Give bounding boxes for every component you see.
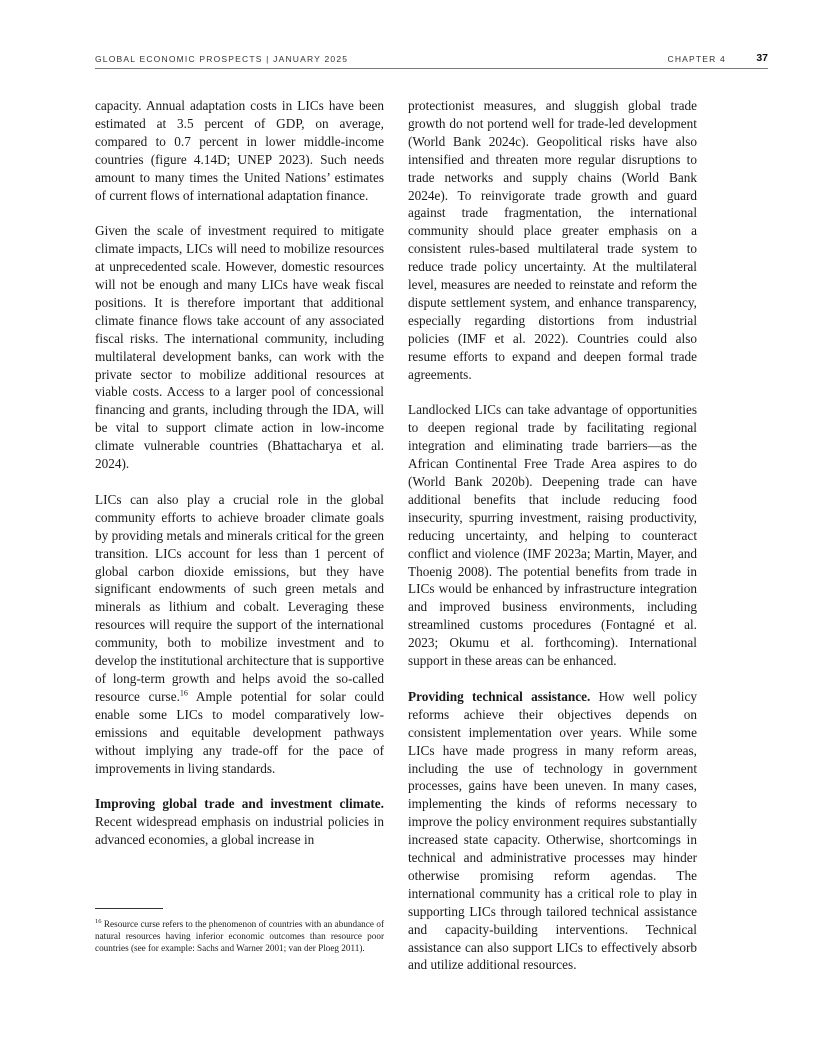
chapter-label: CHAPTER 4 <box>667 54 726 64</box>
paragraph: protectionist measures, and sluggish global trade growth do not portend well for trade-led development (World Bank 2024c). Geopolitical risks have also intensified and threaten more regular disruptions to trade networks and supply chains (World Bank 2024e). To reinvigorate trade growth and guard against trade fragmentation, the international community should place greater emphasis on a consistent rules-based multilateral trade system to reduce trade policy uncertainty. At the multilateral level, measures are needed to reinstate and reform the dispute settlement system, and enhance transparency, especially regarding distortions from industrial policies (IMF et al. 2022). Countries could also resume efforts to expand and deepen formal trade agreements. <box>408 98 697 382</box>
paragraph: capacity. Annual adaptation costs in LICs have been estimated at 3.5 percent of GDP, on average, compared to 0.7 percent in lower middle-income countries (figure 4.14D; UNEP 2023). Such needs amount to many times the United Nations’ estimates of current flows of international adaptation finance. <box>95 98 384 203</box>
paragraph: Landlocked LICs can take advantage of opportunities to deepen regional trade by facilitating regional integration and eliminating trade barriers—as the African Continental Free Trade Area aspires to do (World Bank 2020b). Deepening trade can have additional benefits that include reducing food insecurity, spurring investment, raising productivity, reducing uncertainty, and helping to counteract conflict and violence (IMF 2023a; Martin, Mayer, and Thoenig 2008). The potential benefits from trade in LICs would be enhanced by infrastructure integration and improved business environments, including streamlined customs procedures (Fontagné et al. 2023; Okumu et al. forthcoming). International support in these areas can be enhanced. <box>408 402 697 669</box>
footnote-reference[interactable]: 16 <box>179 688 188 698</box>
footnote-number: 16 <box>95 917 102 925</box>
paragraph: Given the scale of investment required to mitigate climate impacts, LICs will need to mobilize resources at unprecedented scale. However, domestic resources will not be enough and many LICs have weak fiscal positions. It is therefore important that additional climate finance flows take account of any associated fiscal risks. The international community, including multilateral development banks, can work with the private sector to mobilize additional resources at viable costs. Access to a larger pool of concessional financing and grants, including through the IDA, will be vital to support climate action in low-income climate vulnerable countries (Bhattacharya et al. 2024). <box>95 223 384 472</box>
paragraph-text: Ample potential for solar could enable some LICs to model comparatively low-emissions and equitable development pathways without implying any trade-off for the pace of improvements in living standards. <box>95 688 384 776</box>
footnote-divider <box>95 908 163 909</box>
paragraph-text: How well policy reforms achieve their objectives depends on consistent implementation over years. While some LICs have made progress in many reform areas, including the use of technology in government processes, gains have been uneven. In many cases, implementing the kinds of reforms necessary to improve the policy environment requires substantially increased state capacity. Otherwise, shortcomings in technical and administrative processes may hinder otherwise promising reform agendas. The international community has a critical role to play in supporting LICs through tailored technical assistance and capacity-building interventions. Technical assistance can also support LICs to effectively absorb and utilize additional resources. <box>408 688 697 973</box>
left-column <box>95 97 384 867</box>
footnote <box>95 918 384 955</box>
paragraph-text: LICs can also play a crucial role in the global community efforts to achieve broader climate goals by providing metals and minerals critical for the green transition. LICs account for less than 1 percent of global carbon dioxide emissions, but they have significant endowments of such green metals and minerals as lithium and cobalt. Leveraging these resources will require the support of the international community, both to mobilize investment and to develop the institutional architecture that is supportive of long-term growth and helps avoid the so-called resource curse. <box>95 491 384 704</box>
footnote-text: Resource curse refers to the phenomenon of countries with an abundance of natural resources having inferior economic outcomes than resource poor countries (see for example: Sachs and Warner 2001; van der Ploeg 2011). <box>95 919 384 954</box>
right-column <box>408 97 697 992</box>
running-header <box>95 52 768 69</box>
paragraph <box>95 795 384 849</box>
paragraph-text: Recent widespread emphasis on industrial policies in advanced economies, a global increase in <box>95 814 384 848</box>
section-heading: Providing technical assistance. <box>408 688 591 704</box>
paragraph <box>408 688 697 975</box>
section-heading: Improving global trade and investment climate. <box>95 796 384 812</box>
running-title: GLOBAL ECONOMIC PROSPECTS | JANUARY 2025 <box>95 54 349 64</box>
paragraph <box>95 491 384 778</box>
page-number: 37 <box>756 52 768 64</box>
